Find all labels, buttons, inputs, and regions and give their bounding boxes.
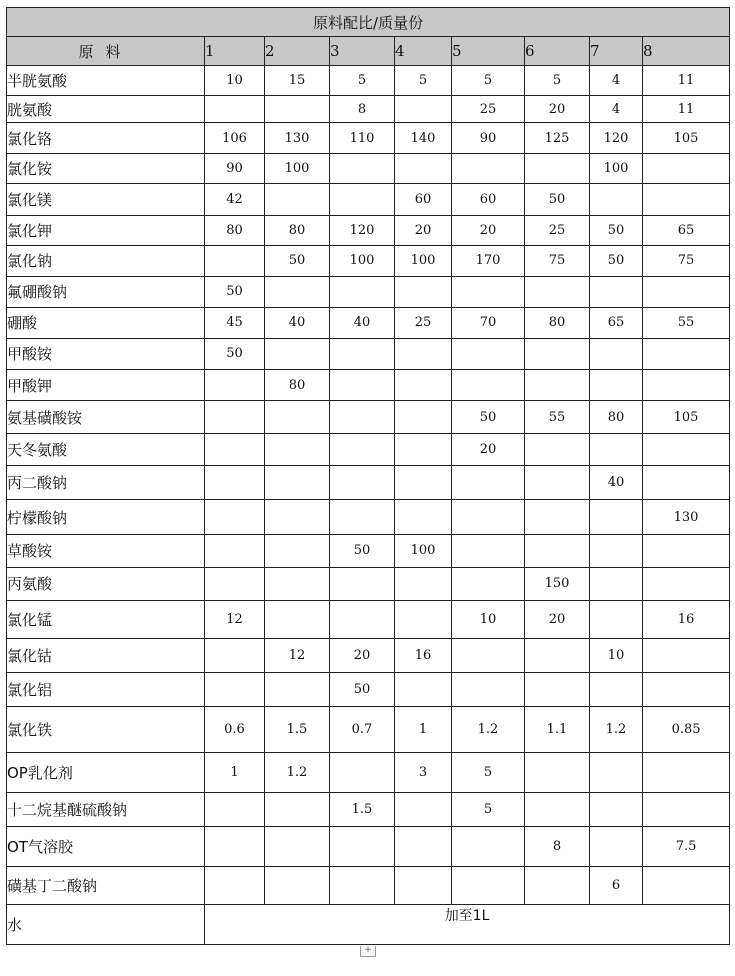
value-cell — [265, 793, 330, 826]
table-row — [7, 753, 730, 793]
value-cell — [643, 753, 730, 793]
value-cell — [525, 434, 590, 466]
value-cell: 125 — [525, 123, 590, 154]
value-cell — [395, 401, 452, 434]
value-cell: 42 — [205, 184, 265, 215]
value-cell: 5 — [330, 66, 395, 96]
header-col-6: 6 — [525, 37, 590, 66]
material-name: 氯化锰 — [7, 600, 205, 638]
value-cell — [330, 370, 395, 401]
value-cell: 10 — [205, 66, 265, 96]
value-cell — [205, 638, 265, 672]
value-cell — [452, 154, 525, 184]
value-cell: 65 — [590, 307, 643, 338]
header-col-8: 8 — [643, 37, 730, 66]
value-cell: 20 — [525, 600, 590, 638]
table-row — [7, 245, 730, 276]
table-row — [7, 154, 730, 184]
table-row — [7, 466, 730, 500]
value-cell: 11 — [643, 96, 730, 123]
value-cell — [205, 673, 265, 707]
value-cell — [395, 338, 452, 369]
material-name: 草酸铵 — [7, 534, 205, 567]
table-row — [7, 184, 730, 215]
value-cell — [330, 154, 395, 184]
value-cell — [525, 866, 590, 904]
value-cell — [643, 638, 730, 672]
value-cell: 105 — [643, 401, 730, 434]
table-row — [7, 707, 730, 753]
value-cell — [590, 276, 643, 307]
material-name: 柠檬酸钠 — [7, 500, 205, 534]
value-cell: 50 — [205, 276, 265, 307]
value-cell — [643, 567, 730, 600]
value-cell: 100 — [395, 245, 452, 276]
value-cell — [330, 434, 395, 466]
value-cell: 130 — [265, 123, 330, 154]
value-cell: 8 — [330, 96, 395, 123]
table-row — [7, 434, 730, 466]
value-cell: 20 — [330, 638, 395, 672]
scroll-marker[interactable]: + — [360, 946, 376, 957]
value-cell — [452, 866, 525, 904]
value-cell: 70 — [452, 307, 525, 338]
value-cell: 90 — [205, 154, 265, 184]
table-body — [7, 66, 730, 905]
value-cell: 100 — [265, 154, 330, 184]
value-cell — [525, 673, 590, 707]
table-row — [7, 96, 730, 123]
value-cell: 45 — [205, 307, 265, 338]
value-cell — [205, 793, 265, 826]
value-cell: 16 — [395, 638, 452, 672]
value-cell: 50 — [265, 245, 330, 276]
value-cell — [205, 401, 265, 434]
header-material: 原料 — [7, 37, 205, 66]
value-cell: 5 — [452, 753, 525, 793]
material-name: 氯化镁 — [7, 184, 205, 215]
value-cell — [525, 793, 590, 826]
value-cell: 40 — [590, 466, 643, 500]
material-name: 氟硼酸钠 — [7, 276, 205, 307]
value-cell — [590, 370, 643, 401]
table-row — [7, 534, 730, 567]
material-name: 氯化铁 — [7, 707, 205, 753]
value-cell: 25 — [452, 96, 525, 123]
value-cell: 0.85 — [643, 707, 730, 753]
value-cell — [452, 826, 525, 866]
value-cell: 15 — [265, 66, 330, 96]
value-cell: 80 — [205, 215, 265, 245]
value-cell: 4 — [590, 66, 643, 96]
value-cell — [265, 673, 330, 707]
value-cell: 80 — [265, 215, 330, 245]
value-cell — [525, 370, 590, 401]
value-cell: 80 — [265, 370, 330, 401]
value-cell: 1.1 — [525, 707, 590, 753]
material-name: 丙二酸钠 — [7, 466, 205, 500]
value-cell: 5 — [395, 66, 452, 96]
value-cell — [395, 434, 452, 466]
material-name: 氯化钾 — [7, 215, 205, 245]
value-cell — [452, 567, 525, 600]
table-row — [7, 338, 730, 369]
table-row — [7, 826, 730, 866]
material-name: 天冬氨酸 — [7, 434, 205, 466]
value-cell: 5 — [525, 66, 590, 96]
header-col-2: 2 — [265, 37, 330, 66]
value-cell: 25 — [395, 307, 452, 338]
value-cell — [643, 154, 730, 184]
value-cell: 80 — [590, 401, 643, 434]
value-cell: 11 — [643, 66, 730, 96]
value-cell — [330, 184, 395, 215]
table-row — [7, 866, 730, 904]
table-row — [7, 123, 730, 154]
value-cell — [452, 673, 525, 707]
header-col-3: 3 — [330, 37, 395, 66]
table-row — [7, 370, 730, 401]
value-cell — [205, 466, 265, 500]
value-cell — [265, 401, 330, 434]
value-cell: 20 — [395, 215, 452, 245]
header-col-7: 7 — [590, 37, 643, 66]
value-cell — [452, 500, 525, 534]
value-cell — [265, 338, 330, 369]
table-row — [7, 307, 730, 338]
value-cell — [643, 434, 730, 466]
value-cell — [525, 154, 590, 184]
value-cell: 40 — [265, 307, 330, 338]
header-col-5: 5 — [452, 37, 525, 66]
value-cell: 12 — [265, 638, 330, 672]
water-label: 水 — [7, 905, 205, 945]
value-cell — [205, 534, 265, 567]
value-cell — [590, 338, 643, 369]
value-cell: 0.6 — [205, 707, 265, 753]
value-cell — [643, 370, 730, 401]
value-cell — [330, 500, 395, 534]
value-cell: 75 — [643, 245, 730, 276]
value-cell — [395, 466, 452, 500]
material-name: 十二烷基醚硫酸钠 — [7, 793, 205, 826]
value-cell — [452, 370, 525, 401]
value-cell: 1.5 — [265, 707, 330, 753]
value-cell — [590, 184, 643, 215]
value-cell — [590, 500, 643, 534]
value-cell: 50 — [330, 673, 395, 707]
value-cell — [643, 338, 730, 369]
table-row — [7, 793, 730, 826]
value-cell: 50 — [525, 184, 590, 215]
value-cell: 3 — [395, 753, 452, 793]
table-title: 原料配比/质量份 — [7, 8, 730, 37]
value-cell — [265, 466, 330, 500]
value-cell — [643, 866, 730, 904]
table-row — [7, 215, 730, 245]
table-row — [7, 638, 730, 672]
value-cell — [330, 466, 395, 500]
value-cell — [452, 466, 525, 500]
value-cell: 1 — [395, 707, 452, 753]
value-cell: 105 — [643, 123, 730, 154]
value-cell: 140 — [395, 123, 452, 154]
table-row — [7, 600, 730, 638]
value-cell — [452, 638, 525, 672]
material-name: OP乳化剂 — [7, 753, 205, 793]
value-cell: 60 — [452, 184, 525, 215]
value-cell: 100 — [330, 245, 395, 276]
value-cell: 8 — [525, 826, 590, 866]
value-cell: 120 — [590, 123, 643, 154]
value-cell: 5 — [452, 66, 525, 96]
value-cell — [265, 534, 330, 567]
value-cell: 0.7 — [330, 707, 395, 753]
value-cell — [395, 96, 452, 123]
value-cell — [265, 600, 330, 638]
value-cell — [525, 534, 590, 567]
value-cell: 1 — [205, 753, 265, 793]
value-cell — [265, 96, 330, 123]
material-name: 磺基丁二酸钠 — [7, 866, 205, 904]
value-cell — [265, 434, 330, 466]
value-cell: 50 — [590, 215, 643, 245]
material-name: 氯化铝 — [7, 673, 205, 707]
material-name: 氯化铵 — [7, 154, 205, 184]
table-row — [7, 500, 730, 534]
value-cell — [590, 753, 643, 793]
value-cell — [643, 184, 730, 215]
value-cell: 20 — [525, 96, 590, 123]
value-cell — [330, 753, 395, 793]
value-cell: 12 — [205, 600, 265, 638]
value-cell: 20 — [452, 434, 525, 466]
value-cell: 100 — [395, 534, 452, 567]
value-cell: 40 — [330, 307, 395, 338]
value-cell — [452, 338, 525, 369]
value-cell — [395, 370, 452, 401]
material-name: 胱氨酸 — [7, 96, 205, 123]
value-cell — [265, 826, 330, 866]
value-cell: 1.2 — [265, 753, 330, 793]
value-cell — [330, 600, 395, 638]
value-cell: 50 — [590, 245, 643, 276]
value-cell — [395, 793, 452, 826]
value-cell: 10 — [452, 600, 525, 638]
value-cell: 16 — [643, 600, 730, 638]
value-cell — [395, 600, 452, 638]
value-cell: 1.5 — [330, 793, 395, 826]
value-cell — [590, 534, 643, 567]
value-cell: 150 — [525, 567, 590, 600]
value-cell: 7.5 — [643, 826, 730, 866]
value-cell — [643, 673, 730, 707]
value-cell — [395, 673, 452, 707]
value-cell — [395, 826, 452, 866]
value-cell: 110 — [330, 123, 395, 154]
value-cell — [525, 276, 590, 307]
header-col-4: 4 — [395, 37, 452, 66]
value-cell — [643, 534, 730, 567]
value-cell: 6 — [590, 866, 643, 904]
value-cell — [395, 567, 452, 600]
value-cell — [643, 793, 730, 826]
value-cell: 65 — [643, 215, 730, 245]
value-cell: 60 — [395, 184, 452, 215]
value-cell — [265, 184, 330, 215]
value-cell: 10 — [590, 638, 643, 672]
value-cell — [330, 866, 395, 904]
value-cell: 55 — [525, 401, 590, 434]
value-cell: 25 — [525, 215, 590, 245]
material-name: 甲酸钾 — [7, 370, 205, 401]
value-cell — [643, 466, 730, 500]
material-name: 氯化铬 — [7, 123, 205, 154]
value-cell — [330, 338, 395, 369]
value-cell — [590, 673, 643, 707]
value-cell: 4 — [590, 96, 643, 123]
value-cell — [525, 500, 590, 534]
value-cell: 50 — [205, 338, 265, 369]
material-name: 氯化钴 — [7, 638, 205, 672]
value-cell — [525, 753, 590, 793]
value-cell: 170 — [452, 245, 525, 276]
value-cell: 100 — [590, 154, 643, 184]
value-cell — [205, 434, 265, 466]
table-row — [7, 66, 730, 96]
value-cell — [265, 276, 330, 307]
formula-table — [6, 7, 730, 945]
value-cell — [330, 826, 395, 866]
value-cell: 106 — [205, 123, 265, 154]
water-value: 加至1L — [205, 905, 730, 945]
value-cell — [205, 96, 265, 123]
value-cell — [452, 534, 525, 567]
material-name: 氨基磺酸铵 — [7, 401, 205, 434]
value-cell: 75 — [525, 245, 590, 276]
value-cell: 90 — [452, 123, 525, 154]
value-cell — [395, 500, 452, 534]
table-row — [7, 401, 730, 434]
material-name: 氯化钠 — [7, 245, 205, 276]
value-cell: 50 — [452, 401, 525, 434]
value-cell: 5 — [452, 793, 525, 826]
material-name: 甲酸铵 — [7, 338, 205, 369]
value-cell — [525, 338, 590, 369]
value-cell — [205, 567, 265, 600]
value-cell: 130 — [643, 500, 730, 534]
material-name: 半胱氨酸 — [7, 66, 205, 96]
table-row — [7, 276, 730, 307]
value-cell — [395, 154, 452, 184]
value-cell — [525, 466, 590, 500]
value-cell — [265, 567, 330, 600]
material-name: 硼酸 — [7, 307, 205, 338]
value-cell — [395, 276, 452, 307]
value-cell: 120 — [330, 215, 395, 245]
value-cell — [330, 401, 395, 434]
value-cell — [525, 638, 590, 672]
value-cell — [205, 370, 265, 401]
value-cell — [205, 866, 265, 904]
value-cell: 55 — [643, 307, 730, 338]
header-row — [7, 37, 730, 66]
value-cell — [205, 826, 265, 866]
value-cell — [590, 434, 643, 466]
table-row — [7, 673, 730, 707]
value-cell — [643, 276, 730, 307]
water-row — [7, 905, 730, 945]
value-cell: 20 — [452, 215, 525, 245]
material-name: 丙氨酸 — [7, 567, 205, 600]
value-cell — [265, 866, 330, 904]
table-row — [7, 567, 730, 600]
header-col-1: 1 — [205, 37, 265, 66]
material-name: OT气溶胶 — [7, 826, 205, 866]
value-cell — [590, 793, 643, 826]
value-cell — [590, 567, 643, 600]
value-cell — [265, 500, 330, 534]
value-cell: 1.2 — [590, 707, 643, 753]
value-cell — [205, 245, 265, 276]
value-cell — [395, 866, 452, 904]
value-cell: 1.2 — [452, 707, 525, 753]
value-cell — [330, 567, 395, 600]
value-cell — [590, 600, 643, 638]
value-cell — [205, 500, 265, 534]
value-cell — [452, 276, 525, 307]
value-cell: 50 — [330, 534, 395, 567]
value-cell — [590, 826, 643, 866]
value-cell: 80 — [525, 307, 590, 338]
value-cell — [330, 276, 395, 307]
